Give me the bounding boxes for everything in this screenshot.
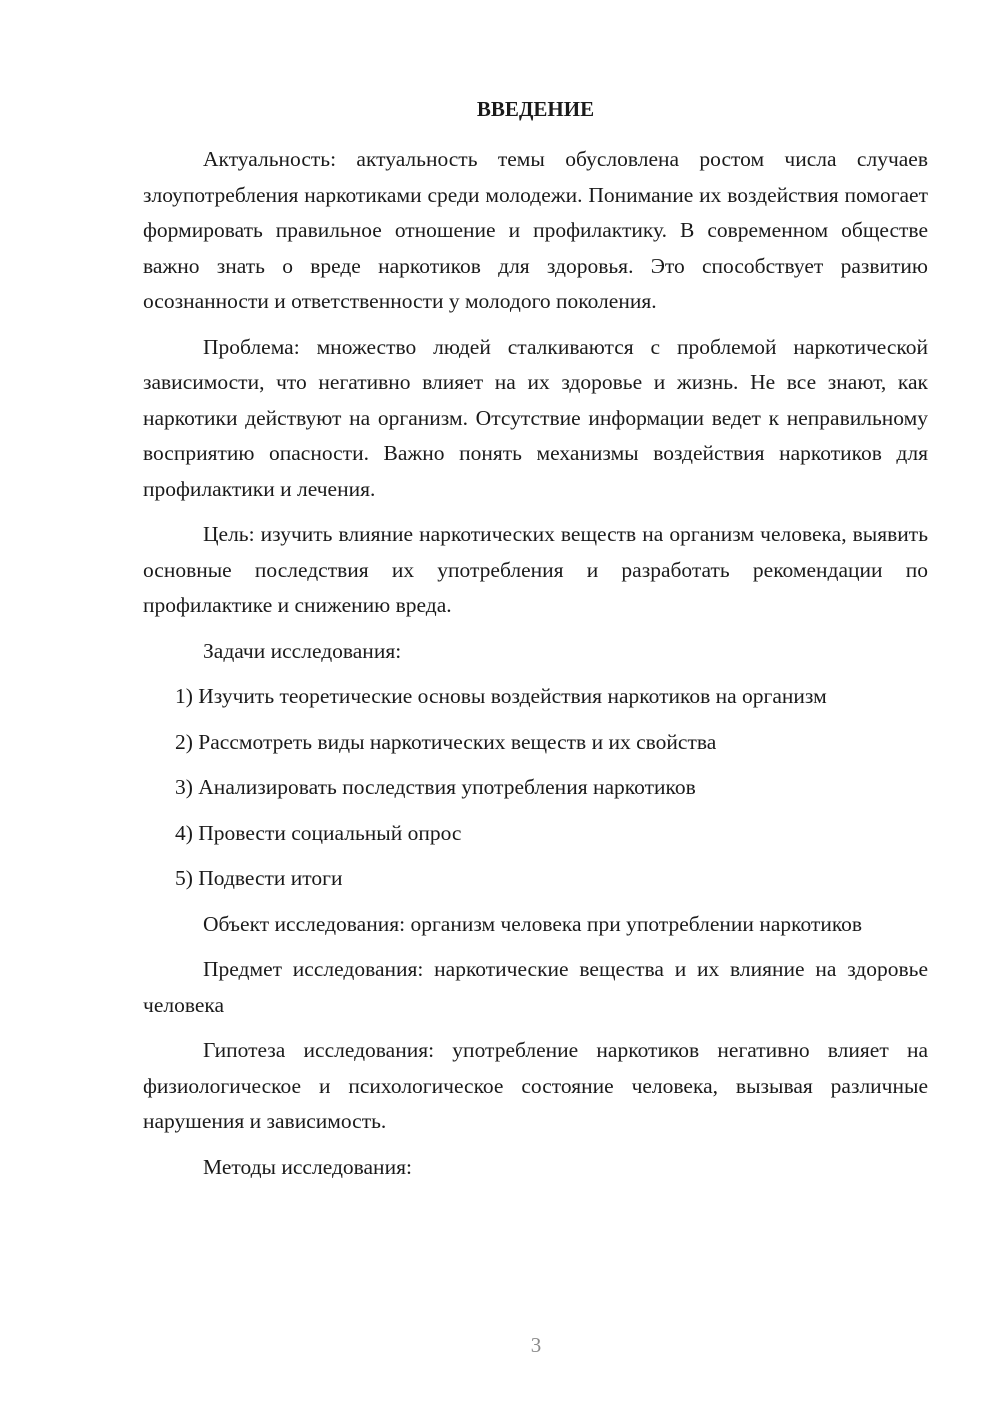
task-item: 3) Анализировать последствия употребления наркотиков	[175, 775, 696, 799]
paragraph-subject: Предмет исследования: наркотические вещества и их влияние на здоровье человека	[143, 957, 928, 1017]
document-page	[143, 92, 928, 1195]
page-number: 3	[530, 1333, 542, 1357]
page-title: ВВЕДЕНИЕ	[476, 97, 595, 121]
task-item: 1) Изучить теоретические основы воздействия наркотиков на организм	[175, 684, 827, 708]
task-item: 5) Подвести итоги	[175, 866, 343, 890]
tasks-heading: Задачи исследования:	[203, 638, 402, 663]
paragraph-hypothesis: Гипотеза исследования: употребление наркотиков негативно влияет на физиологическое и психологическое состояние человека, вызывая различные нарушения и зависимость.	[143, 1038, 928, 1133]
task-item: 2) Рассмотреть виды наркотических веществ и их свойства	[175, 729, 717, 754]
task-item: 4) Провести социальный опрос	[175, 820, 462, 845]
paragraph-object: Объект исследования: организм человека при употреблении наркотиков	[203, 911, 863, 936]
task-list	[143, 679, 928, 897]
paragraph-problem: Проблема: множество людей сталкиваются с проблемой наркотической зависимости, что негативно влияет на их здоровье и жизнь. Не все знают, как наркотики действуют на организм. Отсутствие информации ведет к неправильному восприятию опасности. Важно понять механизмы воздействия наркотиков для профилактики и лечения.	[143, 334, 928, 501]
paragraph-goal: Цель: изучить влияние наркотических веществ на организм человека, выявить основные последствия их употребления и разработать рекомендации по профилактике и снижению вреда.	[143, 522, 928, 617]
paragraph-relevance: Актуальность: актуальность темы обусловлена ростом числа случаев злоупотребления наркотиками среди молодежи. Понимание их воздействия помогает формировать правильное отношение и профилактику. В современном обществе важно знать о вреде наркотиков для здоровья. Это способствует развитию осознанности и ответственности у молодого поколения.	[143, 147, 928, 313]
paragraph-methods: Методы исследования:	[203, 1154, 412, 1179]
